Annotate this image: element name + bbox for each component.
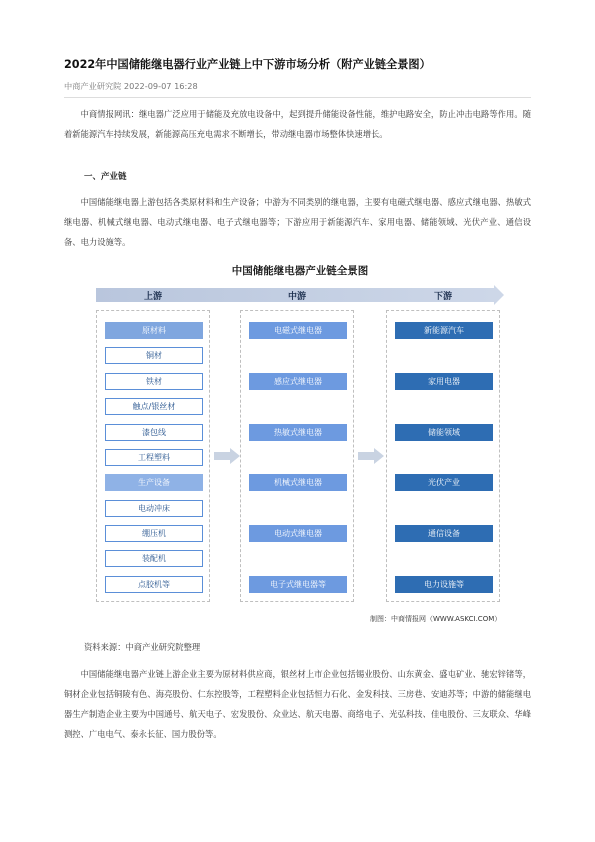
downstream-item: 家用电器 xyxy=(395,373,493,390)
midstream-item: 电磁式继电器 xyxy=(249,322,347,339)
upstream-item: 铜材 xyxy=(105,347,203,364)
midstream-column xyxy=(240,310,354,602)
upstream-item: 铁材 xyxy=(105,373,203,390)
midstream-item: 感应式继电器 xyxy=(249,373,347,390)
downstream-item: 储能领域 xyxy=(395,424,493,441)
companies-paragraph: 中国储能继电器产业链上游企业主要为原材料供应商，银丝材上市企业包括锡业股份、山东黄金、盛屯矿业、驰宏锌锗等，铜材企业包括铜陵有色、海亮股份、仁东控股等，工程塑料企业包括恒力石化、金发科技、三房巷、安迪苏等；中游的储能继电器生产制造企业主要为中国通号、航天电子、宏发股份、众业达、航天电器、商络电子、光弘科技、佳电股份、三友联众、华峰测控、广电电气、泰永长征、国力股份等。 xyxy=(64,669,531,739)
upstream-item: 点胶机等 xyxy=(105,576,203,593)
stage-band-arrowhead xyxy=(494,285,504,305)
stage-upstream: 上游 xyxy=(143,292,162,302)
downstream-item: 新能源汽车 xyxy=(395,322,493,339)
upstream-item: 生产设备 xyxy=(105,474,203,491)
upstream-item: 原材料 xyxy=(105,322,203,339)
article-source-date: 中商产业研究院 2022-09-07 16:28 xyxy=(64,81,198,91)
midstream-item: 热敏式继电器 xyxy=(249,424,347,441)
flow-arrow-up-to-mid xyxy=(214,448,240,464)
industry-chain-diagram xyxy=(90,258,510,630)
article-title: 2022年中国储能继电器行业产业链上中下游市场分析（附产业链全景图） xyxy=(64,58,431,71)
upstream-item: 触点/银丝材 xyxy=(105,398,203,415)
midstream-item: 机械式继电器 xyxy=(249,474,347,491)
section-paragraph: 中国储能继电器上游包括各类原材料和生产设备；中游为不同类别的继电器，主要有电磁式继电器、感应式继电器、热敏式继电器、机械式继电器、电动式继电器、电子式继电器等；下游应用于新能源汽车、家用电器、储能领域、光伏产业、通信设备、电力设施等。 xyxy=(64,197,531,247)
upstream-item: 电动冲床 xyxy=(105,500,203,517)
downstream-item: 电力设施等 xyxy=(395,576,493,593)
title-divider xyxy=(64,97,531,98)
upstream-item: 绷压机 xyxy=(105,525,203,542)
upstream-item: 漆包线 xyxy=(105,424,203,441)
midstream-item: 电子式继电器等 xyxy=(249,576,347,593)
stage-downstream: 下游 xyxy=(433,292,452,302)
upstream-column xyxy=(96,310,210,602)
diagram-credit: 制图：中商情报网（WWW.ASKCI.COM） xyxy=(370,615,502,623)
diagram-title: 中国储能继电器产业链全景图 xyxy=(231,265,369,277)
downstream-item: 通信设备 xyxy=(395,525,493,542)
upstream-item: 工程塑料 xyxy=(105,449,203,466)
stage-midstream: 中游 xyxy=(287,292,306,302)
flow-arrow-mid-to-down xyxy=(358,448,384,464)
downstream-column xyxy=(386,310,500,602)
section-heading: 一、产业链 xyxy=(84,172,127,182)
data-source-note: 资料来源：中商产业研究院整理 xyxy=(84,642,201,652)
midstream-item: 电动式继电器 xyxy=(249,525,347,542)
intro-paragraph: 中商情报网讯：继电器广泛应用于储能及充放电设备中，起到提升储能设备性能，维护电路安全，防止冲击电路等作用。随着新能源汽车持续发展，新能源高压充电需求不断增长，带动继电器市场整体快速增长。 xyxy=(64,109,531,139)
upstream-item: 装配机 xyxy=(105,550,203,567)
downstream-item: 光伏产业 xyxy=(395,474,493,491)
